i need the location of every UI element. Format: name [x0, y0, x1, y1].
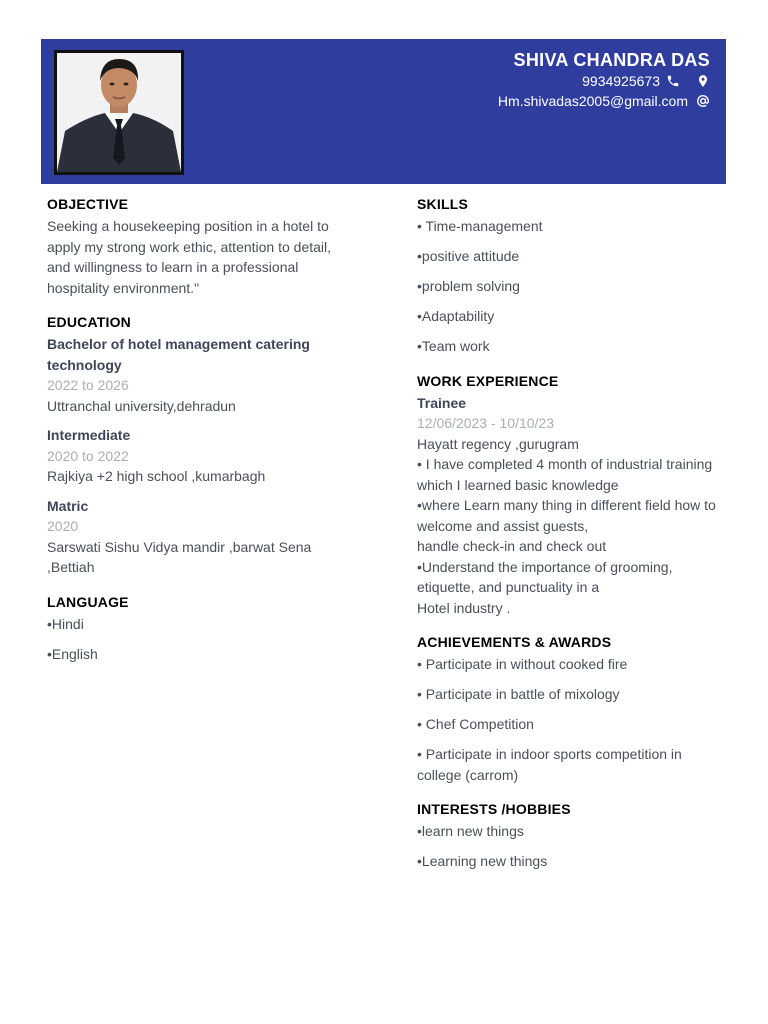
education-entry [47, 425, 347, 487]
achievement-item: • Participate in indoor sports competition in college (carrom) [417, 746, 682, 783]
education-years: 2022 to 2026 [47, 377, 129, 393]
phone-number[interactable]: 9934925673 [582, 73, 660, 89]
education-section [47, 312, 347, 578]
education-entry [47, 334, 347, 416]
experience-line: •where Learn many thing in different field how to welcome and assist guests, [417, 497, 716, 534]
left-column [47, 194, 347, 678]
education-entry [47, 496, 347, 578]
language-item: •English [47, 645, 98, 662]
language-item: •Hindi [47, 615, 84, 632]
education-heading: EDUCATION [47, 314, 131, 330]
skill-item: •problem solving [417, 278, 520, 294]
interest-item: •learn new things [417, 823, 524, 839]
education-years: 2020 to 2022 [47, 447, 129, 464]
language-section [47, 592, 347, 665]
objective-section [47, 194, 347, 298]
education-school: Uttranchal university,dehradun [47, 397, 236, 414]
at-sign-icon [696, 94, 710, 108]
candidate-name: SHIVA CHANDRA DAS [513, 50, 710, 70]
skills-section [417, 194, 717, 357]
email-row [498, 91, 710, 111]
skill-item: • Time-management [417, 218, 543, 234]
profile-photo [57, 53, 181, 172]
education-degree: Matric [47, 497, 89, 514]
experience-line: •Understand the importance of grooming, etiquette, and punctuality in a [417, 558, 673, 595]
skill-item: •Adaptability [417, 308, 495, 324]
achievement-item: • Participate in without cooked fire [417, 656, 628, 672]
objective-text: Seeking a housekeeping position in a hotel to apply my strong work ethic, attention to detail, and willingness to learn in a professional hospitality environment." [47, 218, 332, 296]
experience-place: Hayatt regency ,gurugram [417, 435, 579, 452]
objective-heading: OBJECTIVE [47, 196, 129, 212]
achievements-section [417, 632, 717, 785]
language-heading: LANGUAGE [47, 593, 129, 610]
experience-dates: 12/06/2023 - 10/10/23 [417, 415, 555, 431]
interests-heading: INTERESTS /HOBBIES [417, 801, 571, 817]
experience-section [417, 371, 717, 619]
achievement-item: • Participate in battle of mixology [417, 686, 620, 702]
skills-heading: SKILLS [417, 196, 468, 212]
experience-line: Hotel industry . [417, 599, 511, 616]
experience-heading: WORK EXPERIENCE [417, 372, 559, 389]
education-school: Rajkiya +2 high school ,kumarbagh [47, 468, 266, 484]
education-degree: Bachelor of hotel management catering technology [47, 336, 310, 373]
experience-line: handle check-in and check out [417, 538, 607, 554]
email-address[interactable]: Hm.shivadas2005@gmail.com [497, 93, 688, 109]
achievements-heading: ACHIEVEMENTS & AWARDS [417, 634, 612, 650]
skill-item: •Team work [417, 338, 490, 354]
experience-line: • I have completed 4 month of industrial training which I learned basic knowledge [417, 456, 713, 493]
education-years: 2020 [47, 518, 79, 534]
right-column [417, 194, 717, 886]
phone-row [498, 71, 710, 91]
experience-role: Trainee [417, 394, 467, 411]
achievement-item: • Chef Competition [417, 716, 534, 732]
contact-block [498, 49, 710, 111]
location-pin-icon [696, 74, 710, 88]
education-school: Sarswati Sishu Vidya mandir ,barwat Sena ,Bettiah [47, 538, 312, 575]
education-degree: Intermediate [47, 427, 131, 443]
phone-icon [666, 74, 680, 88]
interest-item: •Learning new things [417, 853, 548, 869]
skill-item: •positive attitude [417, 248, 520, 264]
profile-photo-frame [54, 50, 184, 175]
interests-section [417, 799, 717, 872]
resume-header [41, 39, 726, 184]
